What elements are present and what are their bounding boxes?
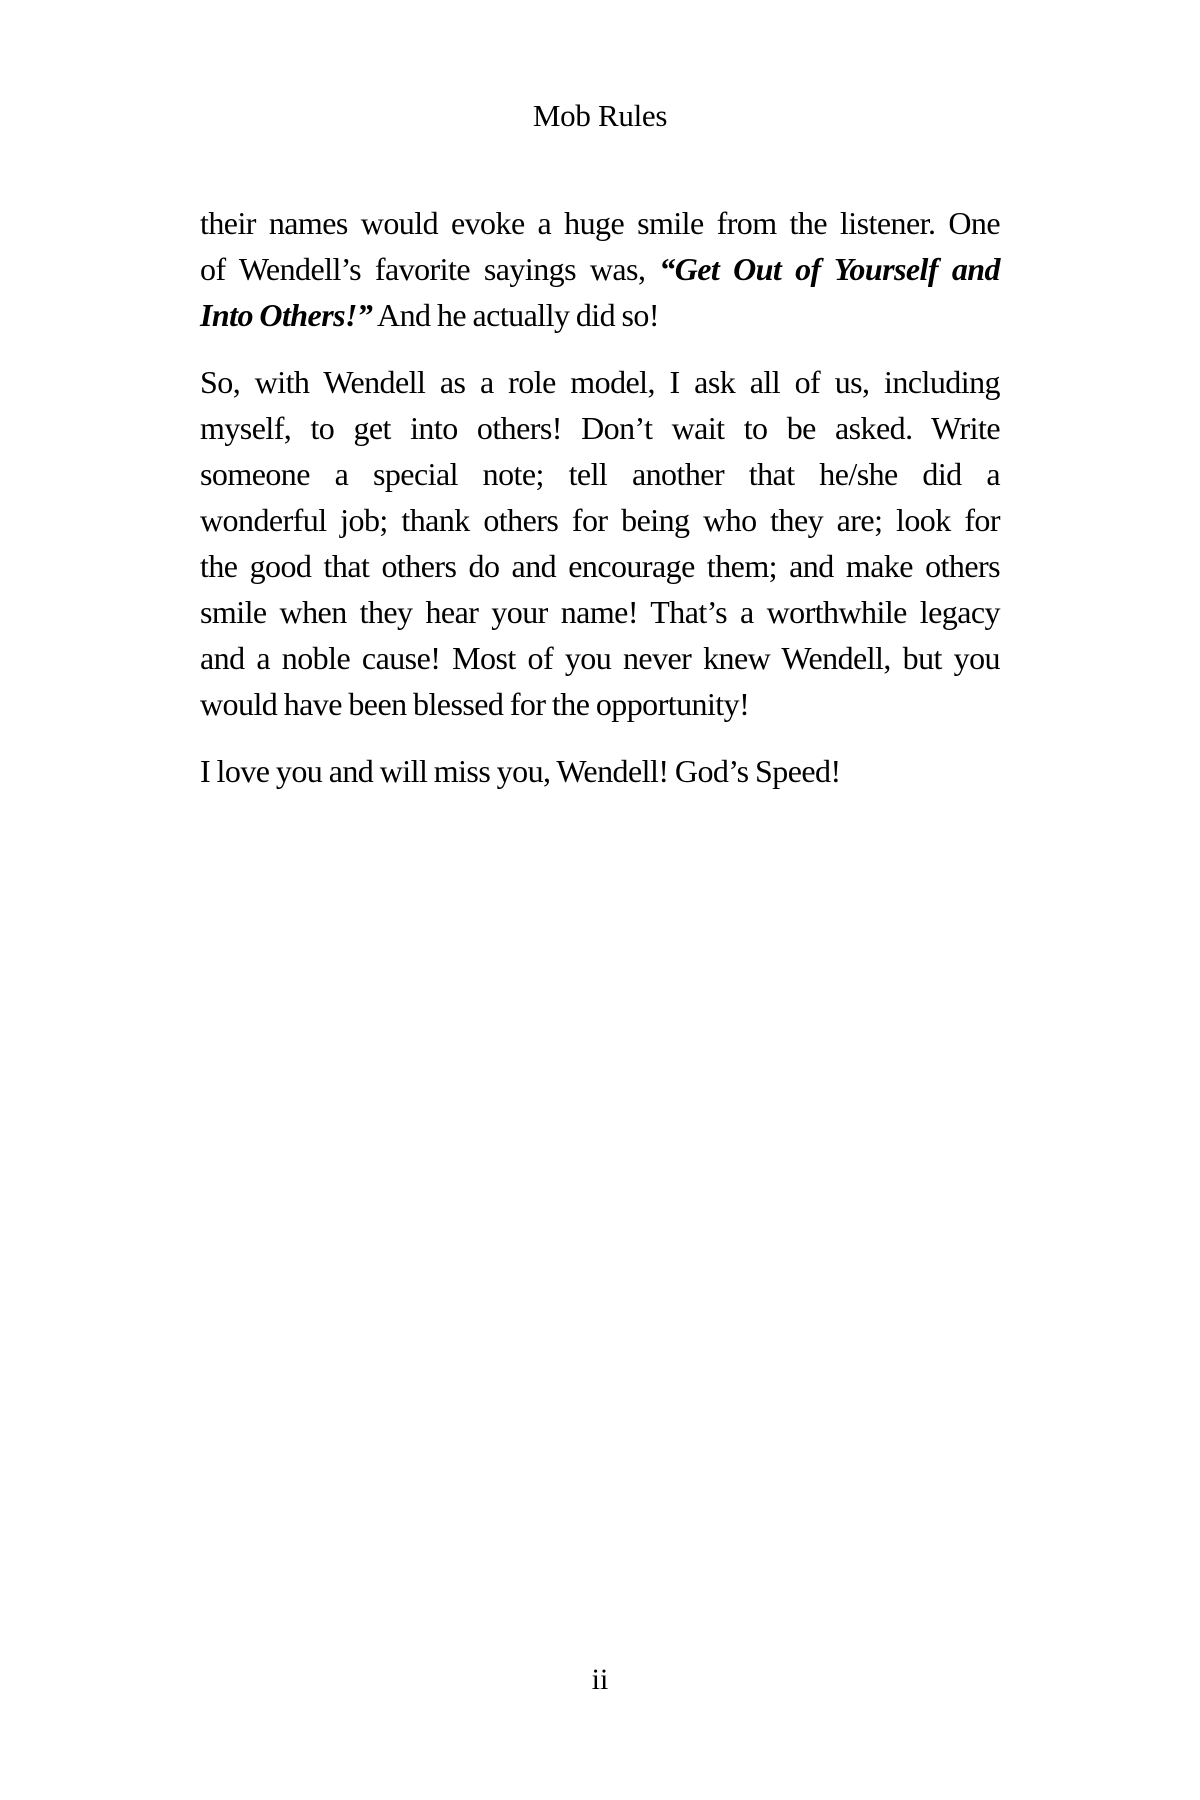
emphasized-quote: Into Others!”: [200, 297, 373, 333]
text-line: and a noble cause! Most of you never knew Wendell, but you: [200, 640, 1000, 676]
text-line: smile when they hear your name! That’s a worthwhile legacy: [200, 594, 1000, 630]
text-line: someone a special note; tell another that he/she did a: [200, 456, 1000, 492]
paragraph-1: [200, 200, 1000, 338]
paragraph-3: [200, 748, 1000, 794]
body-text: [200, 200, 1000, 815]
emphasized-quote: “Get Out of Yourself and: [659, 251, 1000, 287]
text-line: I love you and will miss you, Wendell! God’s Speed!: [200, 753, 841, 789]
paragraph-2: [200, 359, 1000, 727]
text-line: would have been blessed for the opportunity!: [200, 686, 750, 722]
text-line: of Wendell’s favorite sayings was, “Get Out of Yourself and: [200, 251, 1000, 287]
text-line: So, with Wendell as a role model, I ask all of us, including: [200, 364, 1000, 400]
running-header: Mob Rules: [532, 98, 668, 133]
text-line: Into Others!” And he actually did so!: [200, 297, 659, 333]
text-line: wonderful job; thank others for being who they are; look for: [200, 502, 1000, 538]
text-line: their names would evoke a huge smile from the listener. One: [200, 205, 1000, 241]
text-line: myself, to get into others! Don’t wait to be asked. Write: [200, 410, 1000, 446]
page-number: ii: [591, 1663, 609, 1696]
text-line: the good that others do and encourage them; and make others: [200, 548, 1000, 584]
